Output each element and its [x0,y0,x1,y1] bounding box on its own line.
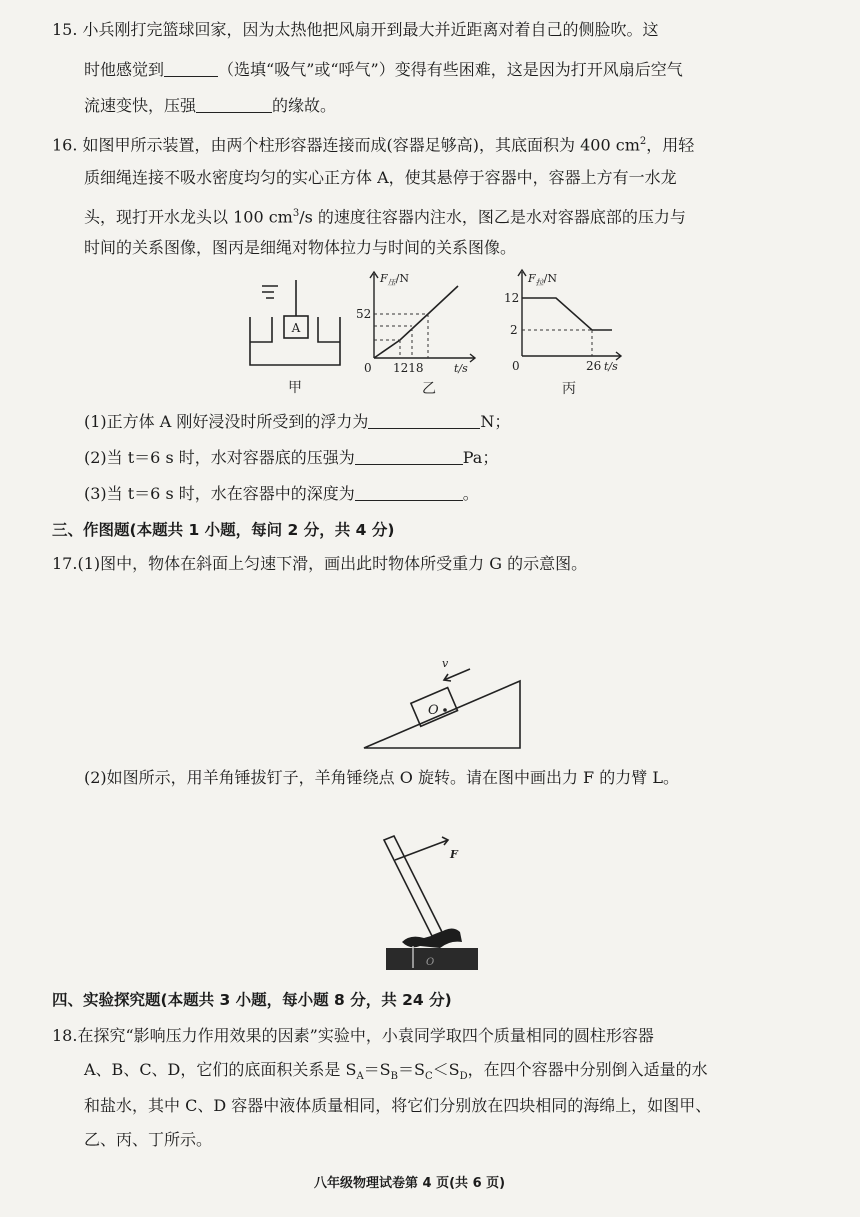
figure-yi-graph [354,268,484,398]
incline-slope [364,681,520,748]
figure-bing-caption: 丙 [562,381,576,397]
q18-line-3: 和盐水，其中 C、D 容器中液体质量相同，将它们分别放在四块相同的海绵上，如图甲、 [84,1096,712,1115]
q15-number: 15. [52,20,78,39]
q18-line-4: 乙、丙、丁所示。 [84,1130,213,1149]
q16-blank-2[interactable] [355,446,463,465]
figure-jia [240,272,350,397]
svg-text:F压/N: $F_压/N$ [380,272,409,287]
bing-ytick-top: 12 [504,291,520,305]
q17-part-1: 17.(1)图中，物体在斜面上匀速下滑，画出此时物体所受重力 G 的示意图。 [52,554,588,573]
q16-blank-3[interactable] [355,482,463,501]
q16-line-4: 时间的关系图像，图丙是细绳对物体拉力与时间的关系图像。 [84,238,517,257]
q18-number: 18. [52,1026,78,1045]
yi-xlabel: t/s [454,362,468,375]
block-a-label: A [291,321,301,335]
force-f-label: F [450,848,458,861]
q16-blank-1[interactable] [368,410,480,429]
q15-line-1: 15. 小兵刚打完篮球回家，因为太热他把风扇开到最大并近距离对着自己的侧脸吹。这 [52,20,659,39]
q15-line-2: 时他感觉到 （选填“吸气”或“呼气”）变得有些困难，这是因为打开风扇后空气 [84,60,683,79]
q15-line-3: 流速变快，压强 的缘故。 [84,96,337,115]
q16-number: 16. [52,135,78,155]
q15-blank-1[interactable] [164,58,218,77]
q16-sub-1: (1)正方体 A 刚好浸没时所受到的浮力为 N； [84,412,511,431]
figure-claw-hammer [380,828,490,976]
q18-line-2: A、B、C、D，它们的底面积关系是 $S_A=S_B=S_C<S_D$，在四个容器中分别倒入适量的水 [84,1060,708,1083]
q16-line-1: 16. 如图甲所示装置，由两个柱形容器连接而成(容器足够高)，其底面积为 400 $cm^2$，用轻 [52,135,695,155]
yi-xticks: 1218 [393,361,424,375]
pivot-o-label: O [426,957,435,968]
center-o-label: O [428,703,439,718]
bing-ytick-low: 2 [510,323,518,337]
yi-curve [374,286,458,358]
hammer-handle [384,836,442,936]
section-4-title: 四、实验探究题(本题共 3 小题，每小题 8 分，共 24 分) [52,991,452,1009]
figure-jia-caption: 甲 [288,380,302,396]
center-o-dot [443,708,447,712]
q16-line-3: 头，现打开水龙头以 100 $cm^3/s$ 的速度往容器内注水，图乙是水对容器底部的压力与 [84,207,686,227]
bing-xlabel: t/s [604,360,618,373]
figure-incline [360,655,530,755]
bing-curve [522,298,612,330]
yi-origin: 0 [364,361,372,375]
q17-part-2: (2)如图所示，用羊角锤拔钉子，羊角锤绕点 O 旋转。请在图中画出力 F 的力臂 L。 [84,768,679,787]
svg-text:F拉/N: $F_拉/N$ [528,272,557,287]
figure-yi-caption: 乙 [422,381,436,397]
figure-bing-graph [500,266,630,398]
velocity-label: v [442,657,449,670]
q16-sub-3: (3)当 t＝6 s 时，水在容器中的深度为 。 [84,484,479,503]
q17-number: 17. [52,554,78,573]
force-f-arrow [395,840,448,860]
bing-origin: 0 [512,359,520,373]
section-3-title: 三、作图题(本题共 1 小题，每问 2 分，共 4 分) [52,521,395,539]
hammer-head [402,928,462,948]
faucet-icon [262,286,278,298]
page-footer: 八年级物理试卷第 4 页(共 6 页) [314,1176,506,1191]
q16-sub-2: (2)当 t＝6 s 时，水对容器底的压强为 Pa； [84,448,499,467]
q15-blank-2[interactable] [196,94,272,113]
q18-line-1: 18.在探究“影响压力作用效果的因素”实验中，小袁同学取四个质量相同的圆柱形容器 [52,1026,654,1045]
bing-xtick: 26 [586,359,602,373]
yi-ytick: 52 [356,307,372,321]
q16-line-2: 质细绳连接不吸水密度均匀的实心正方体 A，使其悬停于容器中，容器上方有一水龙 [84,168,677,187]
